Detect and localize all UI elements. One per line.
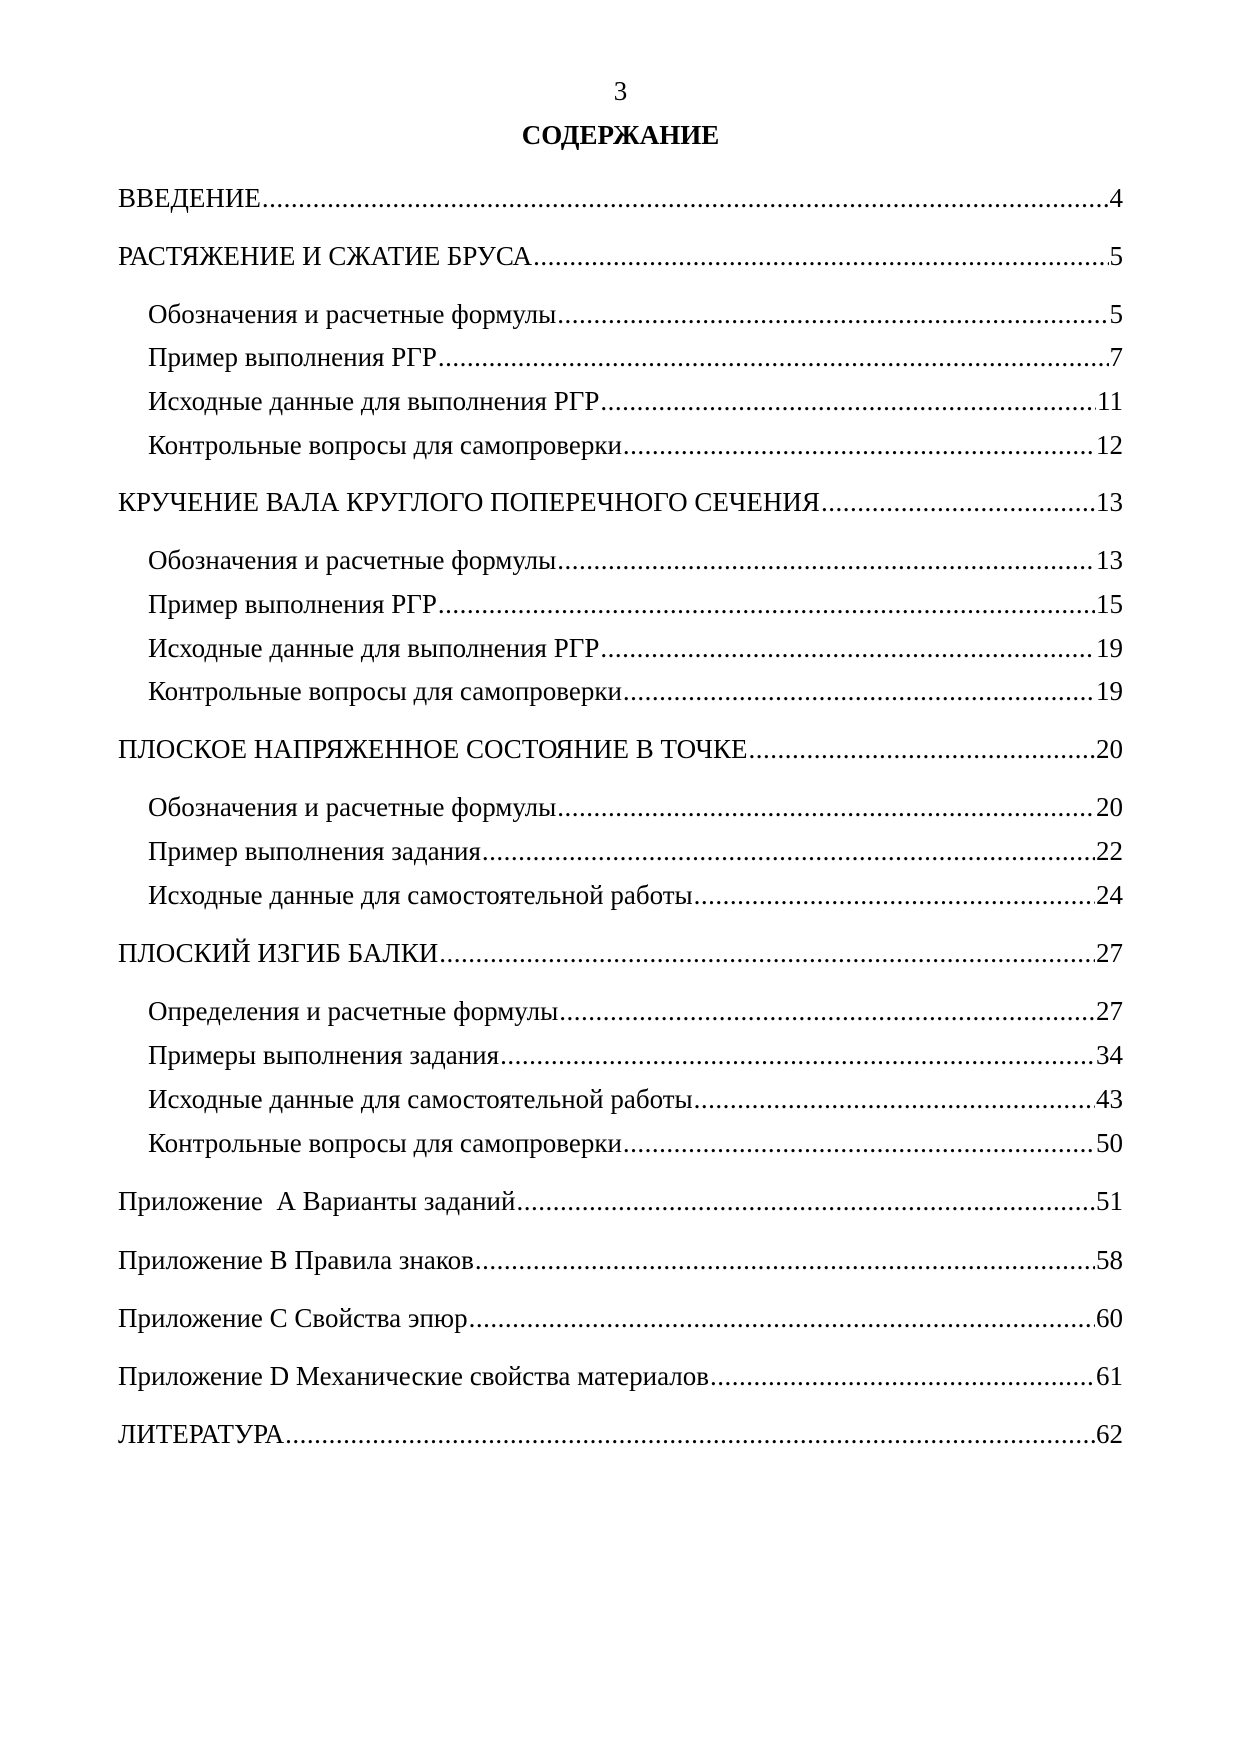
toc-entry-page: 50 [1096,1128,1123,1158]
toc-entry-label: Обозначения и расчетные формулы [148,545,557,575]
toc-entry-label: Примеры выполнения задания [148,1040,500,1070]
toc-entry-page: 43 [1096,1084,1123,1114]
toc-leader-dots [475,1244,1095,1276]
toc-entry-page: 61 [1096,1361,1123,1391]
toc-entry-label: Контрольные вопросы для самопроверки [148,676,622,706]
toc-entry-appendix-c[interactable] [118,1302,1123,1334]
toc-leader-dots [694,879,1095,911]
toc-title: СОДЕРЖАНИЕ [521,120,720,150]
toc-leader-dots [557,298,1108,330]
toc-leader-dots [559,995,1095,1027]
toc-entry-label: Пример выполнения РГР [148,342,437,372]
toc-entry-page: 7 [1109,342,1123,372]
toc-leader-dots [557,791,1095,823]
toc-entry-label: ВВЕДЕНИЕ [118,183,261,213]
toc-entry-page: 20 [1096,734,1123,764]
toc-entry-label: Исходные данные для самостоятельной работы [148,880,693,910]
toc-entry-label: Пример выполнения РГР [148,589,437,619]
toc-entry-section-tension[interactable] [118,240,1123,272]
toc-entry-subsection[interactable] [148,385,1123,417]
toc-leader-dots [439,937,1095,969]
toc-entry-subsection[interactable] [148,1039,1123,1071]
toc-leader-dots [262,182,1109,214]
toc-leader-dots [438,588,1095,620]
toc-entry-appendix-a[interactable] [118,1185,1123,1217]
toc-entry-page: 60 [1096,1303,1123,1333]
toc-entry-page: 19 [1096,633,1123,663]
toc-entry-appendix-b[interactable] [118,1244,1123,1276]
toc-entry-label: Приложение D Механические свойства материалов [118,1361,710,1391]
toc-entry-subsection[interactable] [148,879,1123,911]
toc-leader-dots [623,1127,1095,1159]
toc-entry-page: 19 [1096,676,1123,706]
toc-entry-page: 51 [1096,1186,1123,1216]
toc-entry-label: Контрольные вопросы для самопроверки [148,430,622,460]
toc-entry-subsection[interactable] [148,429,1123,461]
toc-entry-page: 13 [1096,487,1123,517]
toc-entry-page: 20 [1096,792,1123,822]
toc-entry-page: 5 [1109,299,1123,329]
toc-leader-dots [710,1360,1095,1392]
toc-entry-appendix-d[interactable] [118,1360,1123,1392]
toc-entry-label: ПЛОСКИЙ ИЗГИБ БАЛКИ [118,938,439,968]
toc-entry-label: РАСТЯЖЕНИЕ И СЖАТИЕ БРУСА [118,241,533,271]
toc-leader-dots [438,341,1109,373]
toc-entry-label: Приложение В Правила знаков [118,1245,474,1275]
toc-leader-dots [694,1083,1095,1115]
toc-entry-subsection[interactable] [148,791,1123,823]
toc-leader-dots [533,240,1108,272]
toc-leader-dots [749,733,1095,765]
toc-leader-dots [482,835,1095,867]
toc-entry-label: Исходные данные для самостоятельной работы [148,1084,693,1114]
toc-entry-literature[interactable] [118,1418,1123,1450]
toc-entry-label: ЛИТЕРАТУРА [118,1419,285,1449]
page-number: 3 [613,76,628,106]
toc-entry-page: 13 [1096,545,1123,575]
toc-leader-dots [600,385,1096,417]
toc-entry-subsection[interactable] [148,588,1123,620]
toc-entry-subsection[interactable] [148,632,1123,664]
toc-entry-subsection[interactable] [148,675,1123,707]
toc-entry-label: Приложение С Свойства эпюр [118,1303,468,1333]
toc-entry-page: 34 [1096,1040,1123,1070]
toc-entry-label: КРУЧЕНИЕ ВАЛА КРУГЛОГО ПОПЕРЕЧНОГО СЕЧЕНИЯ [118,487,820,517]
toc-leader-dots [285,1418,1095,1450]
toc-leader-dots [469,1302,1095,1334]
toc-entry-label: Определения и расчетные формулы [148,996,559,1026]
toc-entry-page: 27 [1096,996,1123,1026]
toc-entry-label: Исходные данные для выполнения РГР [148,633,600,663]
toc-leader-dots [600,632,1095,664]
toc-entry-page: 11 [1097,386,1123,416]
toc-entry-subsection[interactable] [148,1083,1123,1115]
toc-leader-dots [623,675,1095,707]
toc-entry-introduction[interactable] [118,182,1123,214]
toc-entry-page: 22 [1096,836,1123,866]
toc-entry-section-torsion[interactable] [118,486,1123,518]
toc-entry-page: 62 [1096,1419,1123,1449]
toc-entry-label: ПЛОСКОЕ НАПРЯЖЕННОЕ СОСТОЯНИЕ В ТОЧКЕ [118,734,748,764]
toc-entry-label: Обозначения и расчетные формулы [148,299,557,329]
toc-leader-dots [500,1039,1095,1071]
toc-entry-page: 12 [1096,430,1123,460]
toc-leader-dots [821,486,1095,518]
toc-entry-page: 27 [1096,938,1123,968]
toc-entry-page: 24 [1096,880,1123,910]
toc-entry-label: Приложение А Варианты заданий [118,1186,516,1216]
toc-entry-label: Контрольные вопросы для самопроверки [148,1128,622,1158]
toc-entry-section-plane-stress[interactable] [118,733,1123,765]
toc-entry-label: Обозначения и расчетные формулы [148,792,557,822]
toc-entry-page: 15 [1096,589,1123,619]
toc-entry-section-beam-bending[interactable] [118,937,1123,969]
toc-entry-subsection[interactable] [148,544,1123,576]
toc-entry-label: Пример выполнения задания [148,836,481,866]
toc-entry-subsection[interactable] [148,835,1123,867]
toc-entry-subsection[interactable] [148,298,1123,330]
toc-leader-dots [623,429,1095,461]
toc-leader-dots [557,544,1095,576]
toc-entry-subsection[interactable] [148,341,1123,373]
toc-leader-dots [516,1185,1095,1217]
toc-entry-subsection[interactable] [148,1127,1123,1159]
toc-entry-page: 4 [1109,183,1123,213]
toc-entry-page: 58 [1096,1245,1123,1275]
toc-entry-page: 5 [1109,241,1123,271]
toc-entry-subsection[interactable] [148,995,1123,1027]
toc-entry-label: Исходные данные для выполнения РГР [148,386,600,416]
